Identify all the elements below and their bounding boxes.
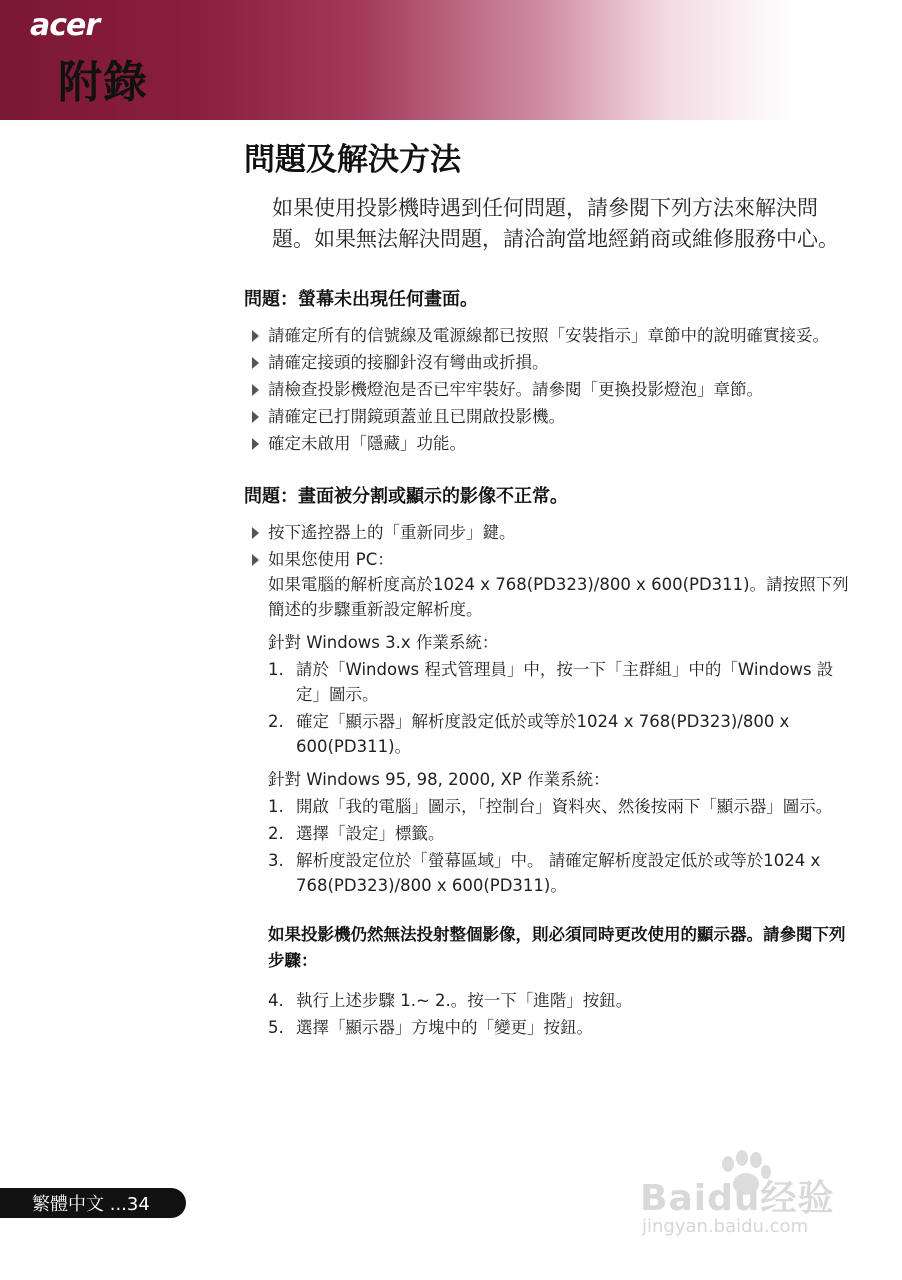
page-content	[244, 130, 856, 1042]
acer-logo: acer	[30, 8, 100, 43]
list-item: 確定未啟用「隱藏」功能。	[244, 431, 856, 456]
display-change-note: 如果投影機仍然無法投射整個影像，則必須同時更改使用的顯示器。請參閱下列步驟：	[268, 925, 846, 970]
solution-list-no-image	[244, 323, 856, 456]
bullet-arrow-icon	[252, 330, 259, 342]
watermark-brand: Baidu经验	[640, 1178, 835, 1219]
list-item: 請確定接頭的接腳針沒有彎曲或折損。	[244, 350, 856, 375]
step-item: 5. 選擇「顯示器」方塊中的「變更」按鈕。	[268, 1018, 593, 1037]
pc-resolution-text: 如果電腦的解析度高於1024 x 768(PD323)/800 x 600(PD311)。請按照下列簡述的步驟重新設定解析度。	[268, 575, 849, 619]
solution-list-split-image	[244, 520, 856, 622]
windows-3x-steps	[244, 657, 856, 759]
page-number-label: 繁體中文 ...34	[32, 1194, 150, 1215]
additional-steps	[244, 988, 856, 1040]
windows-3x-heading: 針對 Windows 3.x 作業系統：	[268, 633, 499, 652]
problem-heading-no-image: 問題：螢幕未出現任何畫面。	[244, 289, 478, 310]
list-item: 請確定所有的信號線及電源線都已按照「安裝指示」章節中的說明確實接妥。	[244, 323, 856, 348]
problem-heading-split-image: 問題：畫面被分割或顯示的影像不正常。	[244, 486, 568, 507]
step-item: 3. 解析度設定位於「螢幕區域」中。 請確定解析度設定低於或等於1024 x 768(PD323)/800 x 600(PD311)。	[268, 851, 821, 895]
bullet-arrow-icon	[252, 411, 259, 423]
chapter-title: 附錄	[58, 57, 148, 108]
page-title: 問題及解決方法	[244, 142, 461, 178]
list-item: 按下遙控器上的「重新同步」鍵。	[244, 520, 856, 545]
step-item: 4. 執行上述步驟 1.~ 2.。按一下「進階」按鈕。	[268, 991, 633, 1010]
watermark-url: jingyan.baidu.com	[642, 1216, 809, 1237]
page-number-badge	[0, 1188, 186, 1218]
step-item: 2. 確定「顯示器」解析度設定低於或等於1024 x 768(PD323)/800 x 600(PD311)。	[268, 712, 790, 756]
step-item: 1. 請於「Windows 程式管理員」中，按一下「主群組」中的「Windows 設定」圖示。	[268, 660, 834, 704]
intro-paragraph: 如果使用投影機時遇到任何問題，請參閱下列方法來解決問題。如果無法解決問題，請洽詢當地經銷商或維修服務中心。	[272, 196, 839, 251]
bullet-arrow-icon	[252, 357, 259, 369]
bullet-arrow-icon	[252, 384, 259, 396]
windows-95-steps	[244, 794, 856, 898]
list-item: 請確定已打開鏡頭蓋並且已開啟投影機。	[244, 404, 856, 429]
baidu-watermark	[640, 1150, 870, 1245]
list-item: 請檢查投影機燈泡是否已牢牢裝好。請參閱「更換投影燈泡」章節。	[244, 377, 856, 402]
bullet-arrow-icon	[252, 554, 259, 566]
bullet-arrow-icon	[252, 438, 259, 450]
windows-95-heading: 針對 Windows 95, 98, 2000, XP 作業系統：	[268, 770, 610, 789]
step-item: 1. 開啟「我的電腦」圖示，「控制台」資料夾、然後按兩下「顯示器」圖示。	[268, 797, 833, 816]
bullet-arrow-icon	[252, 527, 259, 539]
list-item: 如果您使用 PC： 如果電腦的解析度高於1024 x 768(PD323)/800 x 600(PD311)。請按照下列簡述的步驟重新設定解析度。	[244, 547, 856, 622]
step-item: 2. 選擇「設定」標籤。	[268, 824, 445, 843]
